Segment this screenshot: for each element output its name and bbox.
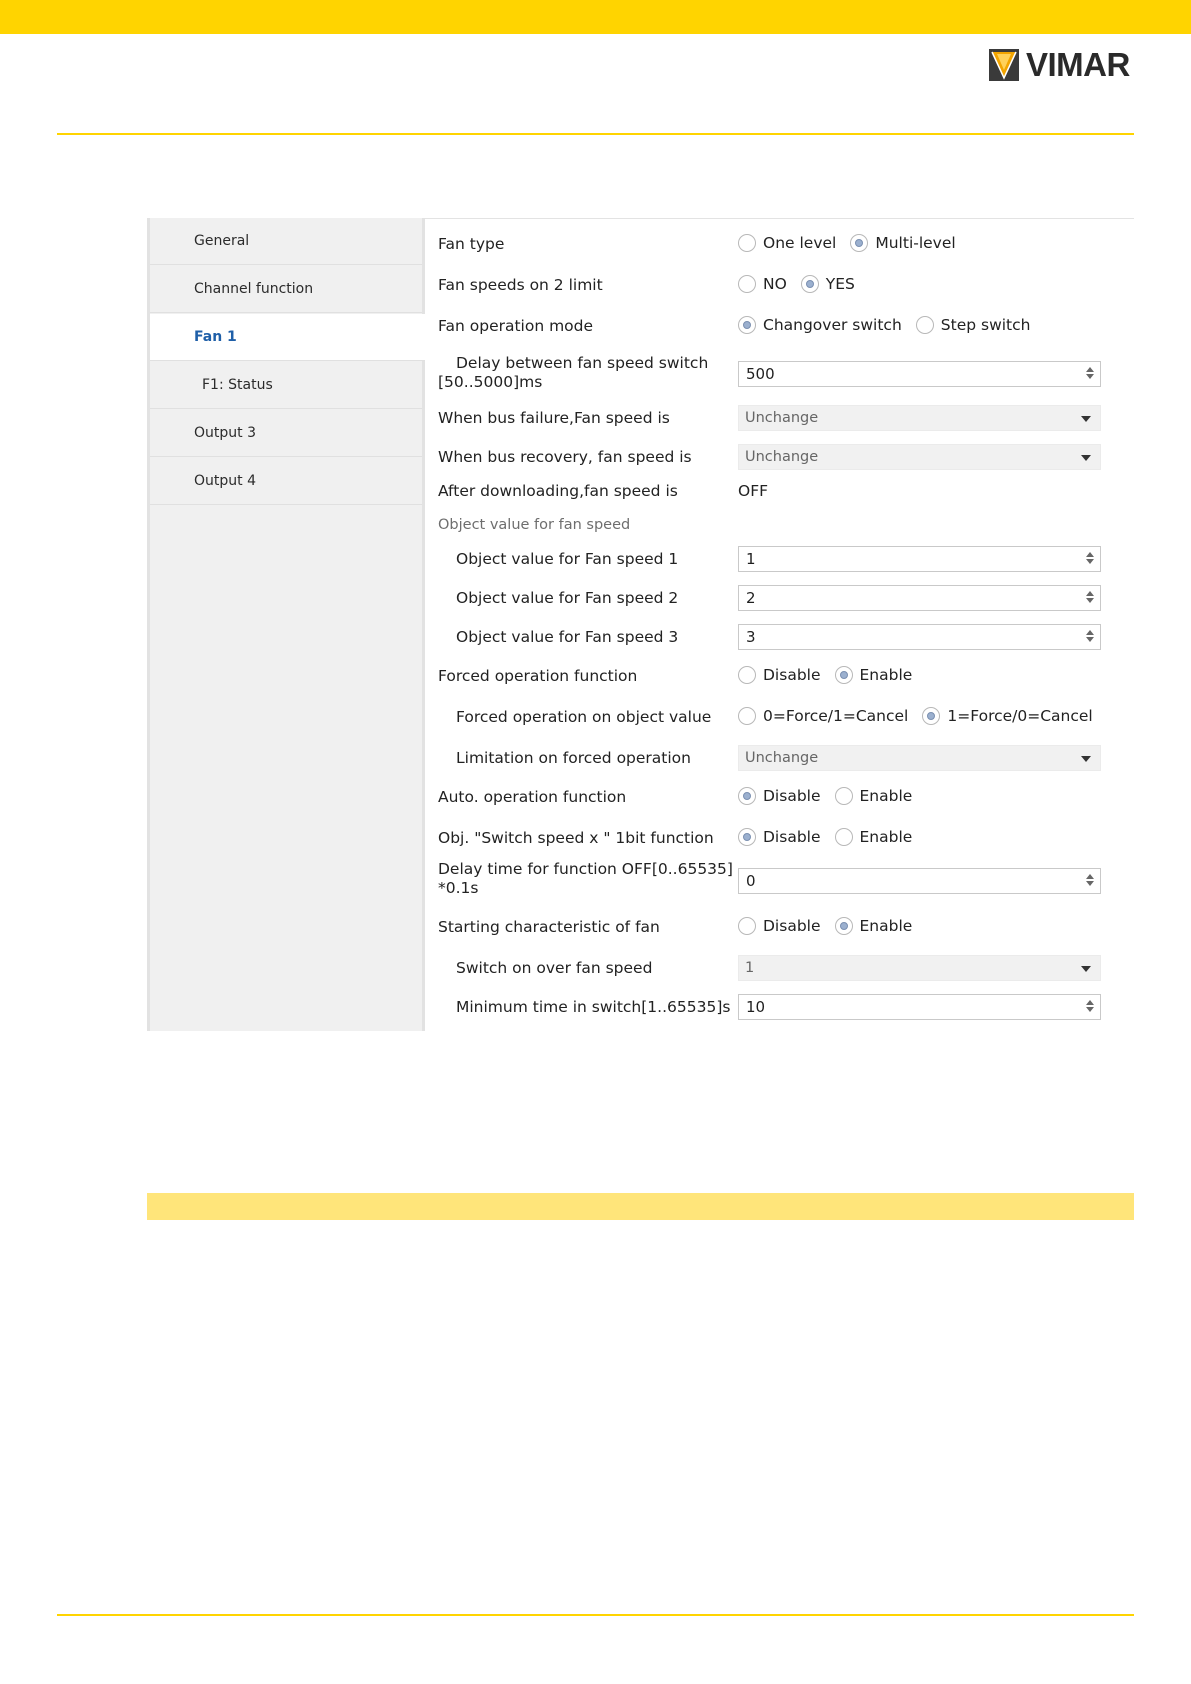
- header-divider: [57, 133, 1134, 135]
- forced-object-value-radio-group: [738, 707, 1107, 725]
- radio-label: Disable: [763, 828, 821, 846]
- fan-operation-mode-label: Fan operation mode: [438, 317, 594, 335]
- fan-speeds-limit-radio-group: [738, 275, 869, 293]
- switch-speed-1bit-enable-radio[interactable]: [835, 828, 913, 846]
- obj-speed3-spinbox[interactable]: [738, 624, 1101, 650]
- radio-label: NO: [763, 275, 787, 293]
- sidebar-item-label: General: [194, 233, 250, 249]
- forced-function-disable-radio[interactable]: [738, 666, 821, 684]
- radio-label: One level: [763, 234, 837, 252]
- radio-unchecked-icon: [738, 666, 756, 684]
- spinbox-arrows-icon[interactable]: [1086, 365, 1094, 383]
- auto-operation-radio-group: [738, 787, 926, 805]
- sidebar-item-output-4[interactable]: [150, 458, 422, 505]
- sidebar-item-label: Output 4: [194, 473, 256, 489]
- forced-object-value-label: Forced operation on object value: [456, 708, 712, 726]
- radio-unchecked-icon: [835, 828, 853, 846]
- forced-object-value-opt1-radio[interactable]: [738, 707, 908, 725]
- object-value-section-label: Object value for fan speed: [438, 517, 631, 533]
- forced-limitation-label: Limitation on forced operation: [456, 749, 691, 767]
- chevron-down-icon: [1081, 416, 1091, 422]
- radio-label: YES: [825, 275, 855, 293]
- radio-unchecked-icon: [916, 316, 934, 334]
- dropdown-value: 1: [745, 960, 755, 976]
- fan-speeds-limit-yes-radio[interactable]: [801, 275, 855, 293]
- sidebar-item-channel-function[interactable]: [150, 266, 422, 313]
- radio-checked-icon: [835, 666, 853, 684]
- switch-on-speed-label: Switch on over fan speed: [456, 959, 653, 977]
- radio-checked-icon: [835, 917, 853, 935]
- spinbox-value: 500: [746, 365, 775, 383]
- forced-function-enable-radio[interactable]: [835, 666, 913, 684]
- chevron-down-icon: [1081, 756, 1091, 762]
- radio-label: Enable: [859, 828, 913, 846]
- radio-unchecked-icon: [738, 234, 756, 252]
- spinbox-arrows-icon[interactable]: [1086, 872, 1094, 890]
- forced-limitation-dropdown[interactable]: [738, 745, 1101, 771]
- min-time-switch-label: Minimum time in switch[1..65535]s: [456, 998, 731, 1016]
- spinbox-value: 2: [746, 589, 756, 607]
- fan-operation-mode-radio-group: [738, 316, 1044, 334]
- forced-object-value-opt2-radio[interactable]: [922, 707, 1092, 725]
- sidebar: [147, 218, 425, 1031]
- radio-unchecked-icon: [738, 275, 756, 293]
- fan-type-one-level-radio[interactable]: [738, 234, 836, 252]
- fan-type-label: Fan type: [438, 235, 505, 253]
- radio-checked-icon: [738, 316, 756, 334]
- delay-off-spinbox[interactable]: [738, 868, 1101, 894]
- radio-label: 1=Force/0=Cancel: [947, 707, 1093, 725]
- spinbox-value: 1: [746, 550, 756, 568]
- spinbox-value: 10: [746, 998, 766, 1016]
- radio-label: 0=Force/1=Cancel: [763, 707, 909, 725]
- switch-on-speed-dropdown[interactable]: [738, 955, 1101, 981]
- radio-label: Disable: [763, 666, 821, 684]
- chevron-down-icon: [1081, 966, 1091, 972]
- content-top-border: [425, 218, 1134, 219]
- parameter-window: [147, 218, 1134, 1031]
- sidebar-item-label: Output 3: [194, 425, 256, 441]
- obj-speed2-spinbox[interactable]: [738, 585, 1101, 611]
- auto-operation-label: Auto. operation function: [438, 788, 627, 806]
- dropdown-value: Unchange: [745, 410, 819, 426]
- delay-speed-switch-spinbox[interactable]: [738, 361, 1101, 387]
- auto-operation-enable-radio[interactable]: [835, 787, 913, 805]
- fan-type-radio-group: [738, 234, 970, 252]
- radio-label: Disable: [763, 917, 821, 935]
- radio-checked-icon: [801, 275, 819, 293]
- obj-speed2-label: Object value for Fan speed 2: [456, 589, 679, 607]
- radio-label: Multi-level: [875, 234, 956, 252]
- bus-recovery-dropdown[interactable]: [738, 444, 1101, 470]
- radio-unchecked-icon: [835, 787, 853, 805]
- vimar-logo-icon: [988, 48, 1020, 82]
- radio-checked-icon: [738, 828, 756, 846]
- bus-failure-label: When bus failure,Fan speed is: [438, 409, 670, 427]
- sidebar-item-output-3[interactable]: [150, 410, 422, 457]
- radio-label: Enable: [859, 917, 913, 935]
- radio-label: Enable: [859, 666, 913, 684]
- chevron-down-icon: [1081, 455, 1091, 461]
- fan-operation-step-radio[interactable]: [916, 316, 1031, 334]
- delay-speed-switch-label-line1: Delay between fan speed switch: [456, 354, 709, 372]
- radio-checked-icon: [850, 234, 868, 252]
- radio-unchecked-icon: [738, 917, 756, 935]
- obj-speed3-label: Object value for Fan speed 3: [456, 628, 679, 646]
- sidebar-item-f1-status[interactable]: [150, 362, 422, 409]
- fan-operation-changover-radio[interactable]: [738, 316, 902, 334]
- radio-label: Step switch: [940, 316, 1031, 334]
- spinbox-arrows-icon[interactable]: [1086, 589, 1094, 607]
- after-download-value: OFF: [738, 482, 769, 500]
- starting-characteristic-label: Starting characteristic of fan: [438, 918, 660, 936]
- sidebar-item-label: Channel function: [194, 281, 314, 297]
- bus-recovery-label: When bus recovery, fan speed is: [438, 448, 692, 466]
- switch-speed-1bit-radio-group: [738, 828, 926, 846]
- sidebar-item-general[interactable]: [150, 218, 422, 265]
- starting-characteristic-enable-radio[interactable]: [835, 917, 913, 935]
- dropdown-value: Unchange: [745, 449, 819, 465]
- forced-function-radio-group: [738, 666, 926, 684]
- dropdown-value: Unchange: [745, 750, 819, 766]
- fan-speeds-limit-no-radio[interactable]: [738, 275, 787, 293]
- sidebar-item-label: F1: Status: [202, 377, 273, 393]
- footer-divider: [57, 1614, 1134, 1616]
- min-time-switch-spinbox[interactable]: [738, 994, 1101, 1020]
- brand-name: VIMAR: [1026, 46, 1130, 83]
- radio-checked-icon: [738, 787, 756, 805]
- vimar-logo: [988, 47, 1130, 83]
- top-yellow-bar: [0, 0, 1191, 34]
- auto-operation-disable-radio[interactable]: [738, 787, 821, 805]
- switch-speed-1bit-label: Obj. "Switch speed x " 1bit function: [438, 829, 714, 847]
- starting-characteristic-disable-radio[interactable]: [738, 917, 821, 935]
- delay-off-label-line2: *0.1s: [438, 879, 479, 897]
- after-download-label: After downloading,fan speed is: [438, 482, 678, 500]
- obj-speed1-label: Object value for Fan speed 1: [456, 550, 679, 568]
- obj-speed1-spinbox[interactable]: [738, 546, 1101, 572]
- forced-function-label: Forced operation function: [438, 667, 638, 685]
- spinbox-arrows-icon[interactable]: [1086, 998, 1094, 1016]
- fan-speeds-limit-label: Fan speeds on 2 limit: [438, 276, 603, 294]
- delay-speed-switch-label-line2: [50..5000]ms: [438, 373, 543, 391]
- fan-type-multi-level-radio[interactable]: [850, 234, 955, 252]
- switch-speed-1bit-disable-radio[interactable]: [738, 828, 821, 846]
- radio-checked-icon: [922, 707, 940, 725]
- bus-failure-dropdown[interactable]: [738, 405, 1101, 431]
- sidebar-item-label: Fan 1: [194, 329, 237, 345]
- spinbox-value: 0: [746, 872, 756, 890]
- radio-label: Changover switch: [763, 316, 902, 334]
- yellow-section-band: [147, 1193, 1134, 1220]
- radio-unchecked-icon: [738, 707, 756, 725]
- sidebar-item-fan-1[interactable]: [150, 314, 425, 361]
- radio-label: Disable: [763, 787, 821, 805]
- radio-label: Enable: [859, 787, 913, 805]
- spinbox-arrows-icon[interactable]: [1086, 628, 1094, 646]
- spinbox-arrows-icon[interactable]: [1086, 550, 1094, 568]
- spinbox-value: 3: [746, 628, 756, 646]
- delay-off-label-line1: Delay time for function OFF[0..65535]: [438, 860, 733, 878]
- starting-characteristic-radio-group: [738, 917, 926, 935]
